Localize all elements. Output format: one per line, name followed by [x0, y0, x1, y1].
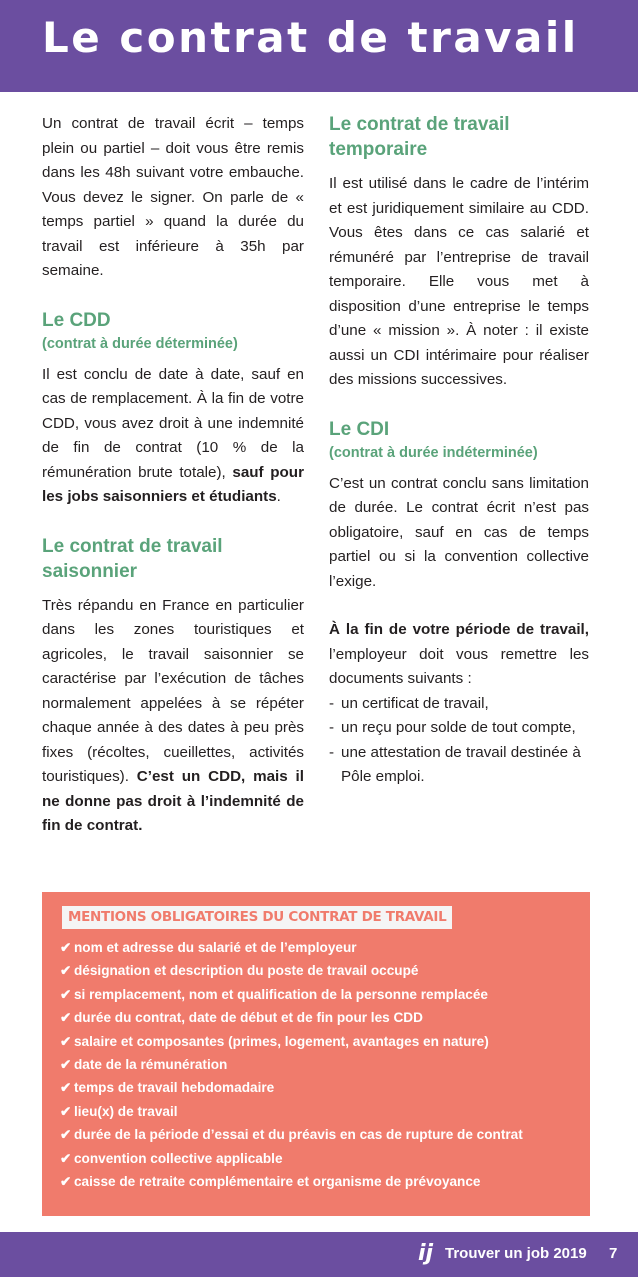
ij-logo: ij: [418, 1241, 434, 1266]
check-icon: ✔: [60, 940, 72, 955]
check-icon: ✔: [60, 1174, 72, 1190]
cdd-heading: Le CDD: [42, 309, 111, 331]
footer-title: Trouver un job 2019: [445, 1245, 587, 1262]
check-icon: ✔: [60, 1150, 72, 1166]
list-item: ✔ durée du contrat, date de début et de fin pour les CDD: [60, 1006, 523, 1029]
check-icon: ✔: [60, 1080, 72, 1096]
list-item: ✔ nom et adresse du salarié et de l’employeur: [60, 936, 523, 959]
cdd-text: Il est conclu de date à date, sauf en cas de remplacement. À la fin de votre CDD, vous avez droit à une indemnité de fin de contrat (10 % de la rémunération brute totale),: [42, 365, 304, 481]
list-item: ✔ date de la rémunération: [60, 1053, 523, 1076]
mentions-box: [42, 892, 590, 1216]
cdd-paragraph: [42, 363, 304, 510]
mentions-title: MENTIONS OBLIGATOIRES DU CONTRAT DE TRAVAIL: [62, 906, 452, 929]
left-column: [42, 112, 304, 839]
list-item: ✔ caisse de retraite complémentaire et organisme de prévoyance: [60, 1170, 523, 1193]
cdi-subheading: (contrat à durée indéterminée): [329, 444, 538, 461]
list-item: ✔ désignation et description du poste de travail occupé: [60, 959, 523, 982]
page-footer: [0, 1232, 638, 1277]
page-number: 7: [609, 1245, 618, 1262]
cdi-paragraph: C’est un contrat conclu sans limitation de durée. Le contrat écrit n’est pas obligatoire, sauf en cas de temps partiel ou si la convention collective l’exige.: [329, 474, 589, 590]
list-item: ✔ salaire et composantes (primes, logement, avantages en nature): [60, 1030, 523, 1053]
check-icon: ✔: [60, 1033, 72, 1049]
list-item: - une attestation de travail destinée à Pôle emploi.: [329, 743, 581, 785]
saisonnier-text: Très répandu en France en particulier dans les zones touristiques et agricoles, le travail saisonnier se caractérise par l’exécution de tâches normalement appelées à se répéter chaque année à des dates à peu près fixes (récoltes, cueillettes, activités touristiques).: [42, 596, 304, 785]
fin-paragraph: [329, 618, 589, 692]
cdd-bold: sauf pour les jobs saisonniers et étudiants: [42, 463, 304, 505]
list-item: ✔ convention collective applicable: [60, 1147, 523, 1170]
check-icon: ✔: [60, 1010, 72, 1026]
intro-paragraph: Un contrat de travail écrit – temps plein ou partiel – doit vous être remis dans les 48h suivant votre embauche. Vous devez le signer. On parle de « temps partiel » quand la durée du travail est inférieure à 35h par semaine.: [42, 115, 304, 279]
cdd-end: .: [276, 488, 281, 505]
list-item: ✔ si remplacement, nom et qualification de la personne remplacée: [60, 983, 523, 1006]
temporaire-paragraph: Il est utilisé dans le cadre de l’intérim et est juridiquement similaire au CDD. Vous êtes dans ce cas salarié et rémunéré par l’entreprise de travail temporaire. Elle vous met à disposition d’une entreprise le temps d’une « mission ». À noter : il existe aussi un CDI intérimaire pour réaliser des missions successives.: [329, 175, 589, 388]
right-column: [329, 112, 589, 790]
list-item: ✔ temps de travail hebdomadaire: [60, 1076, 523, 1099]
check-icon: ✔: [60, 1103, 72, 1119]
cdd-subheading: (contrat à durée déterminée): [42, 335, 238, 352]
saisonnier-paragraph: [42, 594, 304, 839]
list-item: ✔ lieu(x) de travail: [60, 1100, 523, 1123]
check-icon: ✔: [60, 986, 72, 1002]
list-item: - un reçu pour solde de tout compte,: [329, 719, 576, 736]
saisonnier-heading: Le contrat de travail saisonnier: [42, 535, 223, 582]
check-icon: ✔: [60, 1127, 72, 1143]
temporaire-heading: Le contrat de travail temporaire: [329, 114, 510, 160]
check-icon: ✔: [60, 963, 72, 979]
check-icon: ✔: [60, 1057, 72, 1073]
saisonnier-bold: C’est un CDD, mais il ne donne pas droit à l’indemnité de fin de contrat.: [42, 768, 304, 834]
list-item: - un certificat de travail,: [329, 694, 489, 712]
fin-text: l’employeur doit vous remettre les documents suivants :: [329, 645, 589, 687]
page-header: [0, 0, 638, 92]
list-item: ✔ durée de la période d’essai et du préavis en cas de rupture de contrat: [60, 1123, 523, 1146]
documents-list: [329, 692, 589, 790]
cdi-heading: Le CDI: [329, 418, 390, 440]
page-title: Le contrat de travail: [42, 13, 579, 62]
fin-bold: À la fin de votre période de travail,: [329, 621, 589, 638]
mentions-list: [60, 936, 523, 1193]
